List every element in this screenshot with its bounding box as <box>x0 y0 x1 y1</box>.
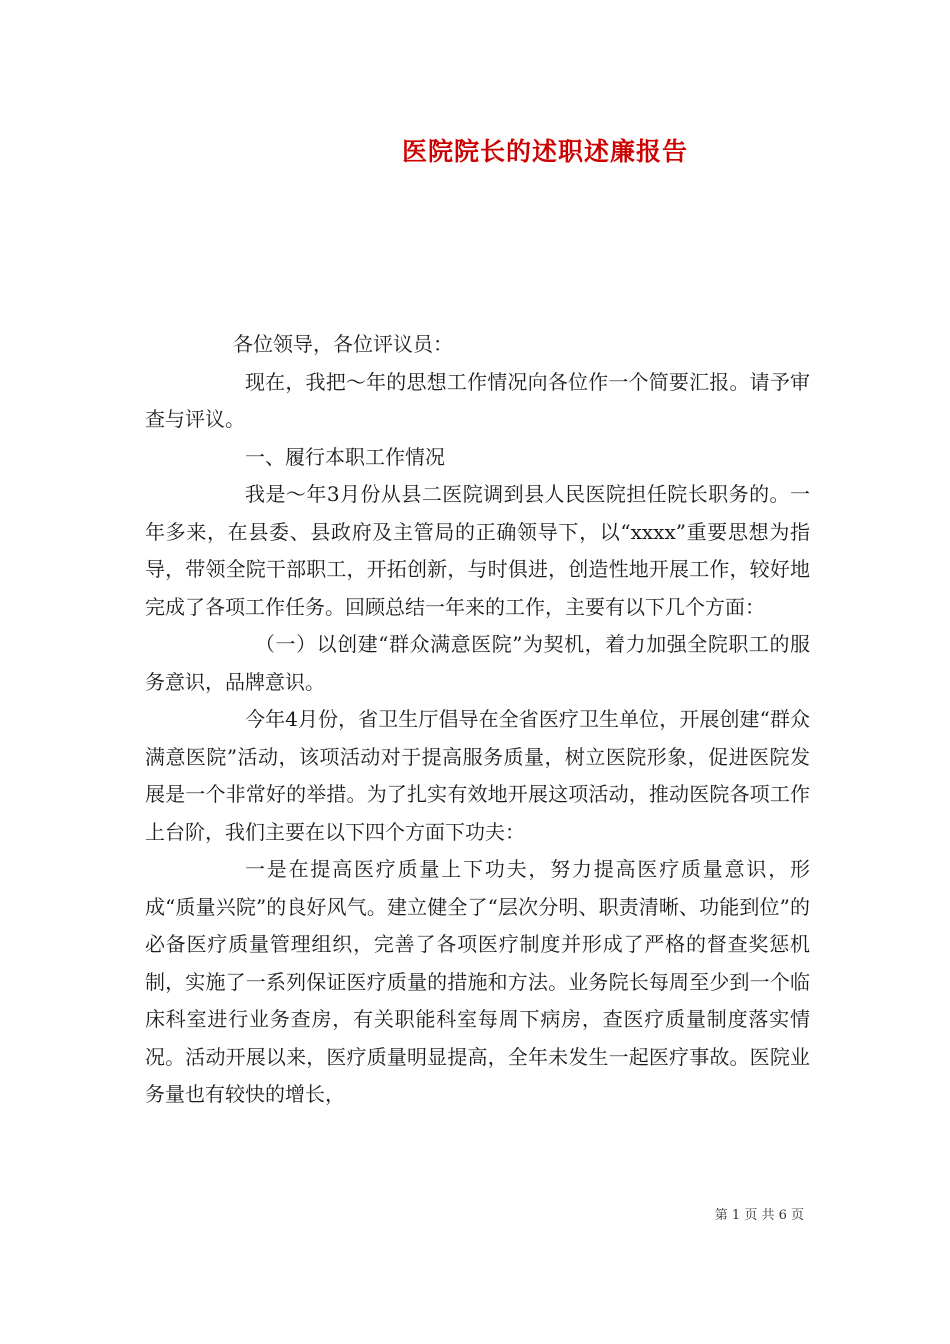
document-body <box>145 326 810 1114</box>
section-heading: 一、履行本职工作情况 <box>245 444 445 469</box>
page-number: 第 1 页 共 6 页 <box>714 1208 804 1223</box>
body-paragraph: 一是在提高医疗质量上下功夫，努力提高医疗质量意识，形成“质量兴院”的良好风气。建立健全了“层次分明、职责清晰、功能到位”的必备医疗质量管理组织，完善了各项医疗制度并形成了严格的督查奖惩机制，实施了一系列保证医疗质量的措施和方法。业务院长每周至少到一个临床科室进行业务查房，有关职能科室每周下病房，查医疗质量制度落实情况。活动开展以来，医疗质量明显提高，全年未发生一起医疗事故。医院业务量也有较快的增长， <box>145 857 810 1106</box>
body-paragraph: 今年4月份，省卫生厅倡导在全省医疗卫生单位，开展创建“群众满意医院”活动，该项活动对于提高服务质量，树立医院形象，促进医院发展是一个非常好的举措。为了扎实有效地开展这项活动，推动医院各项工作上台阶，我们主要在以下四个方面下功夫： <box>145 707 810 844</box>
intro-paragraph: 现在，我把～年的思想工作情况向各位作一个简要汇报。请予审查与评议。 <box>145 369 810 431</box>
body-paragraph: 我是～年3月份从县二医院调到县人民医院担任院长职务的。一年多来，在县委、县政府及主管局的正确领导下，以“xxxx”重要思想为指导，带领全院干部职工，开拓创新，与时俱进，创造性地开展工作，较好地完成了各项工作任务。回顾总结一年来的工作，主要有以下几个方面： <box>145 482 810 619</box>
greeting: 各位领导，各位评议员： <box>233 332 453 356</box>
document-title: 医院院长的述职述廉报告 <box>401 137 688 166</box>
subsection-heading: （一）以创建“群众满意医院”为契机，着力加强全院职工的服务意识，品牌意识。 <box>145 632 810 694</box>
